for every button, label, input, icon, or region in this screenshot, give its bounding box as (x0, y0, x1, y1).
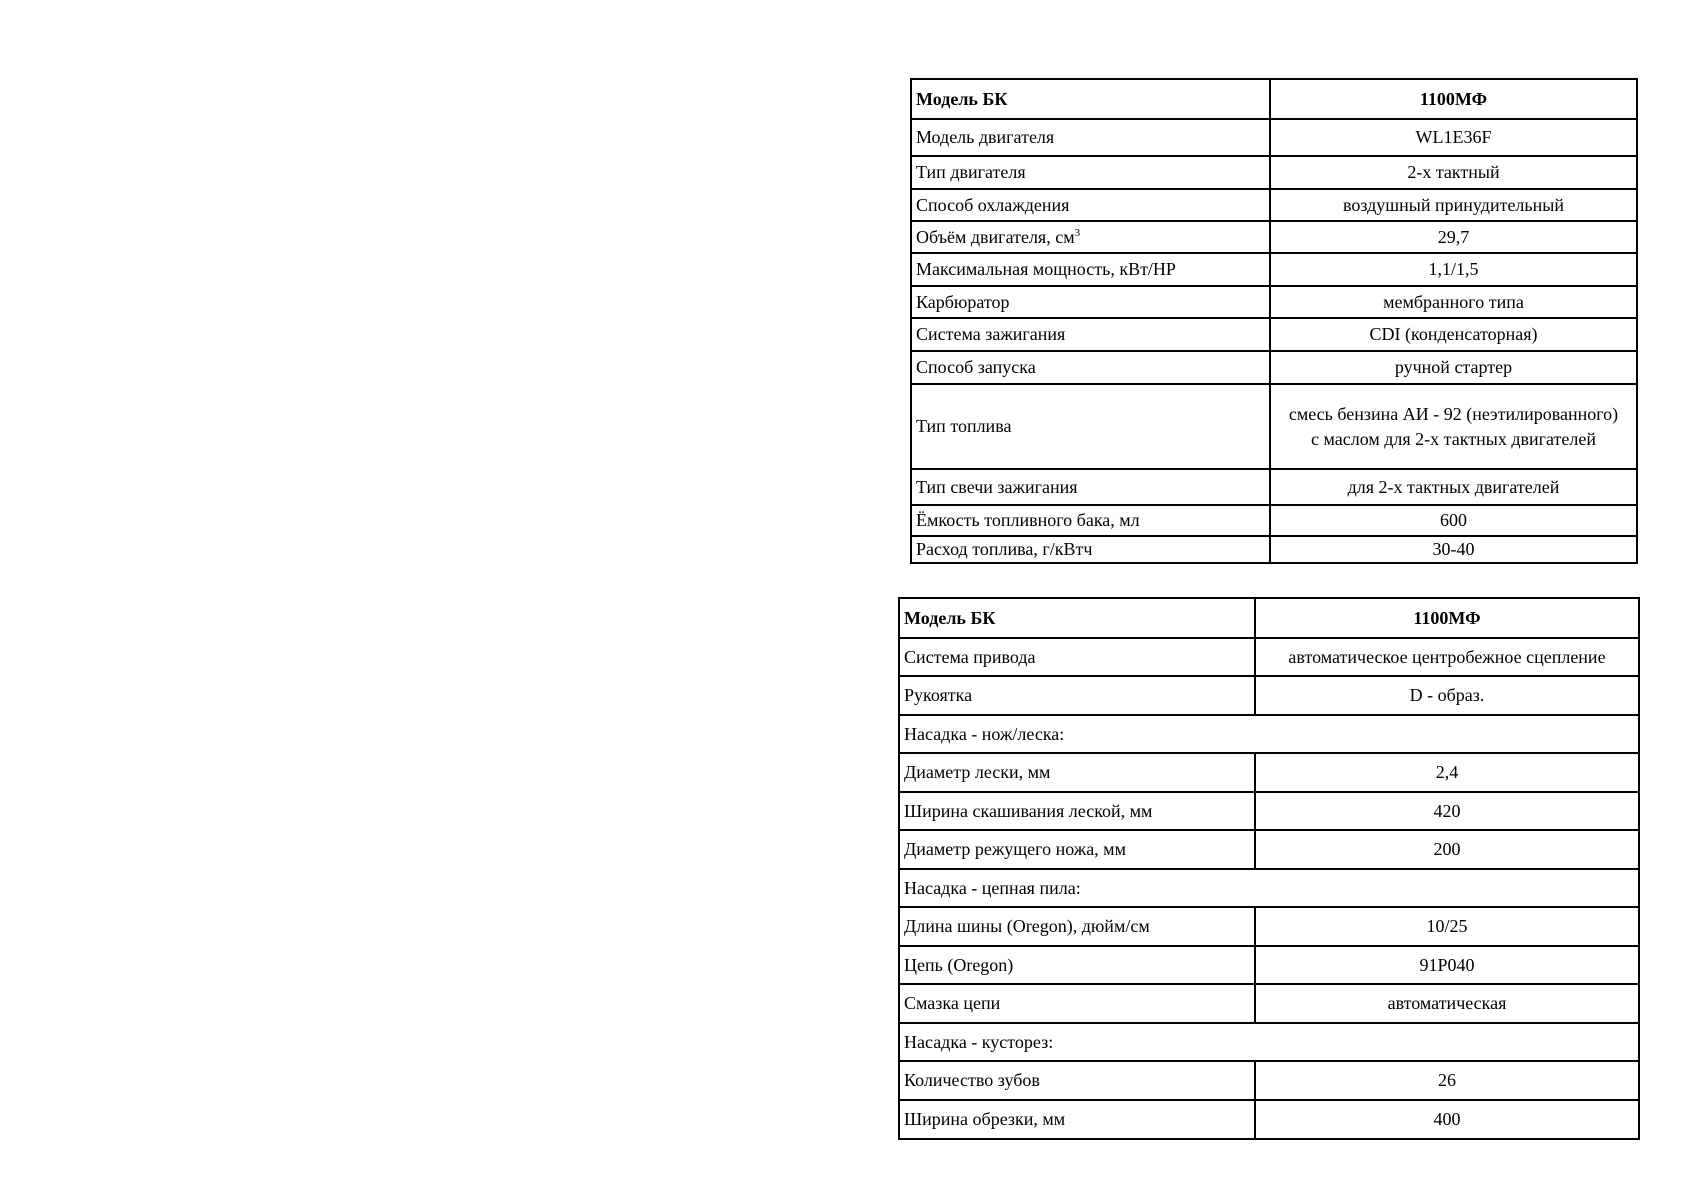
row-label: Система зажигания (911, 318, 1270, 351)
table-row (899, 1100, 1639, 1139)
row-label: Длина шины (Oregon), дюйм/см (899, 907, 1255, 946)
section-label: Насадка - цепная пила: (899, 869, 1639, 907)
row-label: Способ охлаждения (911, 189, 1270, 221)
attachment-header-value: 1100МФ (1255, 598, 1639, 638)
table-row (911, 536, 1637, 563)
row-value: 29,7 (1270, 221, 1637, 253)
engine-header-label: Модель БК (911, 79, 1270, 119)
row-value: 26 (1255, 1061, 1639, 1100)
table-row (911, 351, 1637, 384)
table-row (911, 384, 1637, 469)
row-value: CDI (конденсаторная) (1270, 318, 1637, 351)
table-row (899, 984, 1639, 1023)
table-row (899, 753, 1639, 792)
row-value: D - образ. (1255, 676, 1639, 715)
row-label: Рукоятка (899, 676, 1255, 715)
table-row (911, 318, 1637, 351)
section-row (899, 715, 1639, 753)
attachment-table-header-row (899, 598, 1639, 638)
table-row (911, 286, 1637, 318)
row-label: Цепь (Oregon) (899, 946, 1255, 984)
row-label (911, 221, 1270, 253)
row-value-line: с маслом для 2-х тактных двигателей (1310, 428, 1596, 449)
table-row (911, 119, 1637, 156)
section-row (899, 1023, 1639, 1061)
table-row (911, 469, 1637, 505)
table-row (911, 189, 1637, 221)
table-row (911, 156, 1637, 189)
table-row (899, 830, 1639, 869)
row-label: Ширина скашивания леской, мм (899, 792, 1255, 830)
table-row (911, 253, 1637, 286)
row-value: 2,4 (1255, 753, 1639, 792)
engine-spec-table (910, 78, 1638, 564)
table-row (899, 792, 1639, 830)
row-label: Способ запуска (911, 351, 1270, 384)
row-label: Ёмкость топливного бака, мл (911, 505, 1270, 536)
row-label: Количество зубов (899, 1061, 1255, 1100)
row-value: 91P040 (1255, 946, 1639, 984)
row-label: Модель двигателя (911, 119, 1270, 156)
table-row (911, 221, 1637, 253)
row-value: 600 (1270, 505, 1637, 536)
table-row (911, 505, 1637, 536)
row-value: мембранного типа (1270, 286, 1637, 318)
attachment-spec-table (898, 597, 1640, 1140)
row-value: воздушный принудительный (1270, 189, 1637, 221)
table-row (899, 676, 1639, 715)
section-label: Насадка - нож/леска: (899, 715, 1639, 753)
row-label: Система привода (899, 638, 1255, 676)
row-label: Диаметр режущего ножа, мм (899, 830, 1255, 869)
table-row (899, 907, 1639, 946)
row-value: 200 (1255, 830, 1639, 869)
row-label: Максимальная мощность, кВт/HP (911, 253, 1270, 286)
row-value-line: смесь бензина АИ - 92 (неэтилированного) (1288, 403, 1619, 424)
engine-header-value: 1100МФ (1270, 79, 1637, 119)
row-value: автоматическая (1255, 984, 1639, 1023)
row-label: Ширина обрезки, мм (899, 1100, 1255, 1139)
row-label: Тип топлива (911, 384, 1270, 469)
row-value: WL1E36F (1270, 119, 1637, 156)
row-value: 30-40 (1270, 536, 1637, 563)
table-row (899, 638, 1639, 676)
row-value: 2-х тактный (1270, 156, 1637, 189)
row-value: для 2-х тактных двигателей (1270, 469, 1637, 505)
row-label: Тип двигателя (911, 156, 1270, 189)
unit-superscript: 3 (1074, 226, 1081, 239)
row-label: Диаметр лески, мм (899, 753, 1255, 792)
row-value: автоматическое центробежное сцепление (1255, 638, 1639, 676)
row-value: 400 (1255, 1100, 1639, 1139)
row-value: 420 (1255, 792, 1639, 830)
section-label: Насадка - кусторез: (899, 1023, 1639, 1061)
table-row (899, 946, 1639, 984)
row-value (1270, 384, 1637, 469)
section-row (899, 869, 1639, 907)
row-label-text: Объём двигателя, см (916, 226, 1075, 247)
row-label: Карбюратор (911, 286, 1270, 318)
table-row (899, 1061, 1639, 1100)
attachment-header-label: Модель БК (899, 598, 1255, 638)
row-label: Смазка цепи (899, 984, 1255, 1023)
engine-table-header-row (911, 79, 1637, 119)
row-label: Тип свечи зажигания (911, 469, 1270, 505)
row-value: 1,1/1,5 (1270, 253, 1637, 286)
row-value: ручной стартер (1270, 351, 1637, 384)
row-label: Расход топлива, г/кВтч (911, 536, 1270, 563)
row-value: 10/25 (1255, 907, 1639, 946)
